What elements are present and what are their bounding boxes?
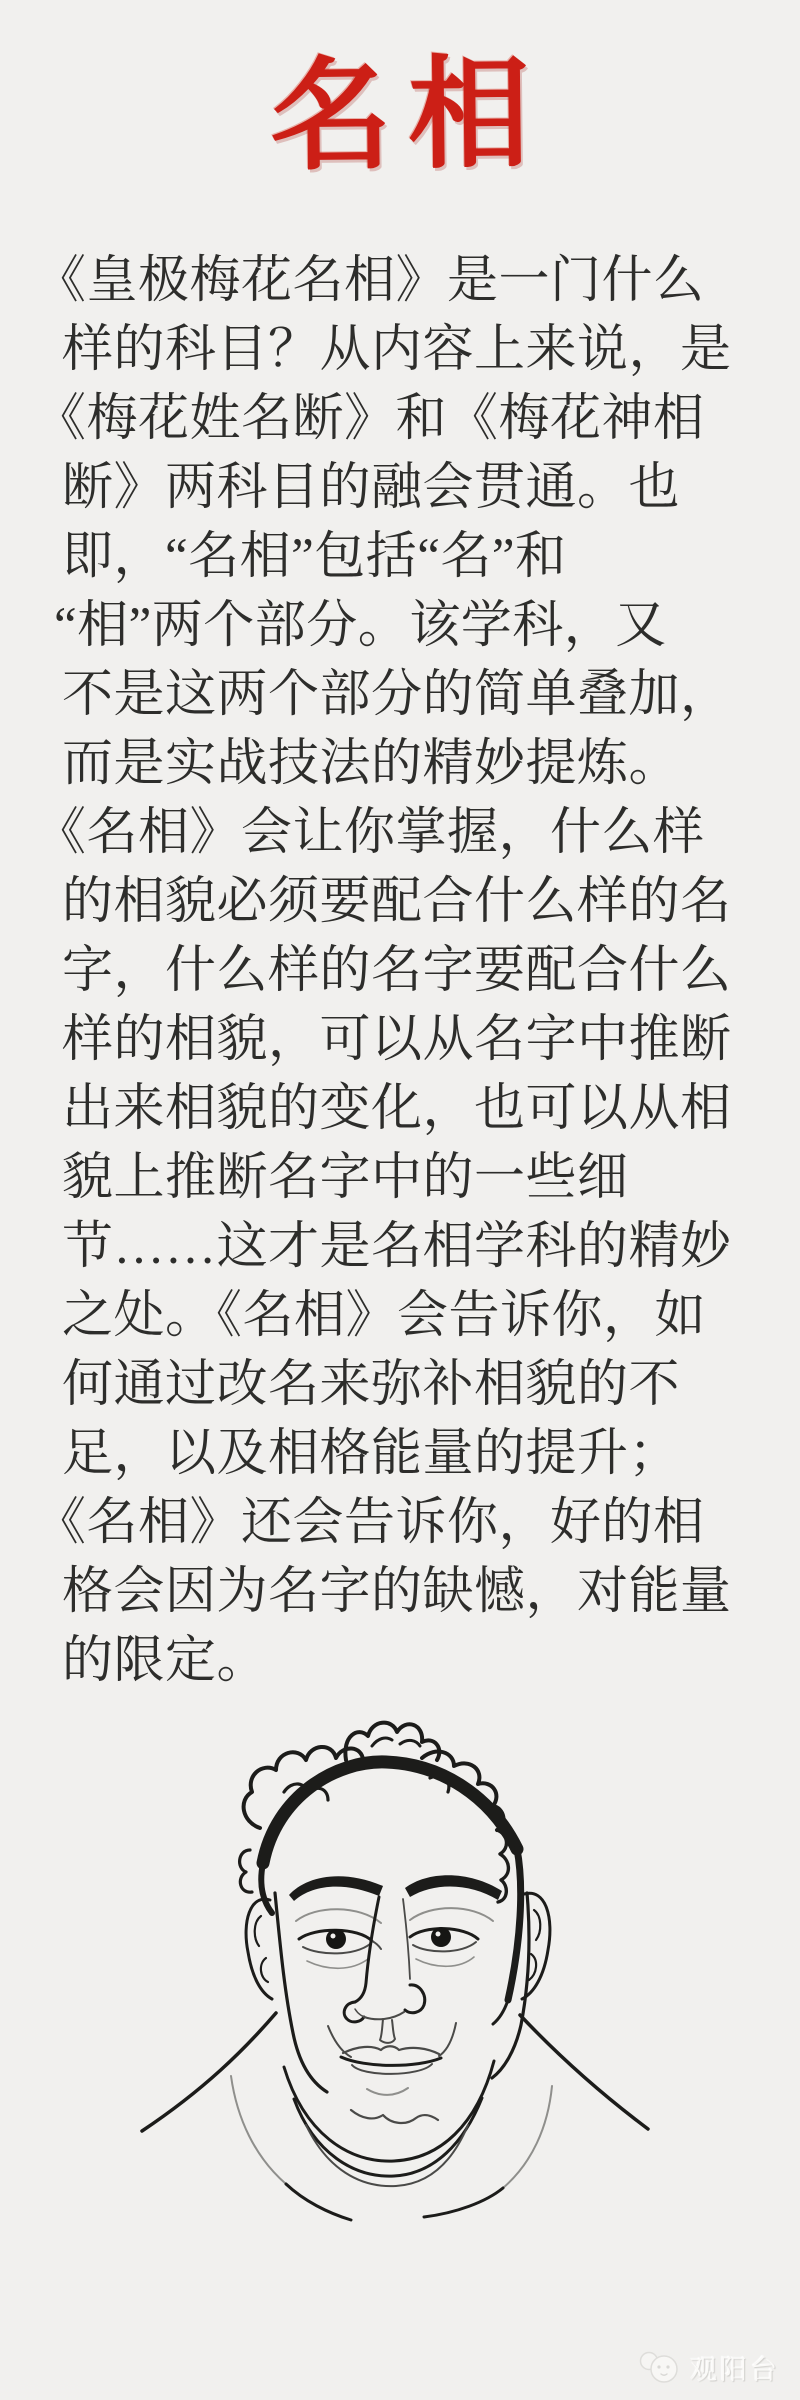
article-line: 出来相貌的变化，也可以从相 — [62, 1081, 732, 1137]
article-line: 《名相》还会告诉你，好的相 — [35, 1495, 705, 1551]
article-line: 字，什么样的名字要配合什么 — [62, 943, 732, 999]
article-line: “相”两个部分。该学科，又 — [54, 598, 667, 654]
page-title: 名相 — [269, 40, 547, 188]
article-line: 不是这两个部分的简单叠加， — [62, 667, 732, 723]
article-line: 《皇极梅花名相》是一门什么 — [35, 253, 705, 309]
article-line: 即，“名相”包括“名”和 — [62, 529, 567, 585]
article-text — [35, 247, 766, 1696]
guanyangtai-logo-icon — [637, 2347, 683, 2387]
article-line: 样的科目？从内容上来说，是 — [62, 322, 732, 378]
face-line-drawing-svg — [100, 1700, 700, 2320]
article-line: 《名相》会让你掌握，什么样 — [35, 805, 705, 861]
article-line: 貌上推断名字中的一些细 — [62, 1150, 629, 1206]
article-line: 足，以及相格能量的提升； — [62, 1426, 681, 1482]
article-line: 断》两科目的融会贯通。也 — [62, 460, 681, 516]
article-line: 的限定。 — [62, 1633, 269, 1689]
article-line: 而是实战技法的精妙提炼。 — [62, 736, 681, 792]
face-illustration — [100, 1700, 700, 2320]
article-line: 样的相貌，可以从名字中推断 — [62, 1012, 732, 1068]
article-line: 的相貌必须要配合什么样的名 — [62, 874, 732, 930]
article-line: 之处。《名相》会告诉你，如 — [62, 1288, 707, 1344]
article-line: 何通过改名来弥补相貌的不 — [62, 1357, 681, 1413]
watermark — [637, 2344, 780, 2390]
article-line: 节……这才是名相学科的精妙 — [62, 1219, 732, 1275]
article-line: 《梅花姓名断》和《梅花神相 — [35, 391, 705, 447]
watermark-text: 观阳台 — [690, 2354, 780, 2385]
article-line: 格会因为名字的缺憾，对能量 — [62, 1564, 732, 1620]
